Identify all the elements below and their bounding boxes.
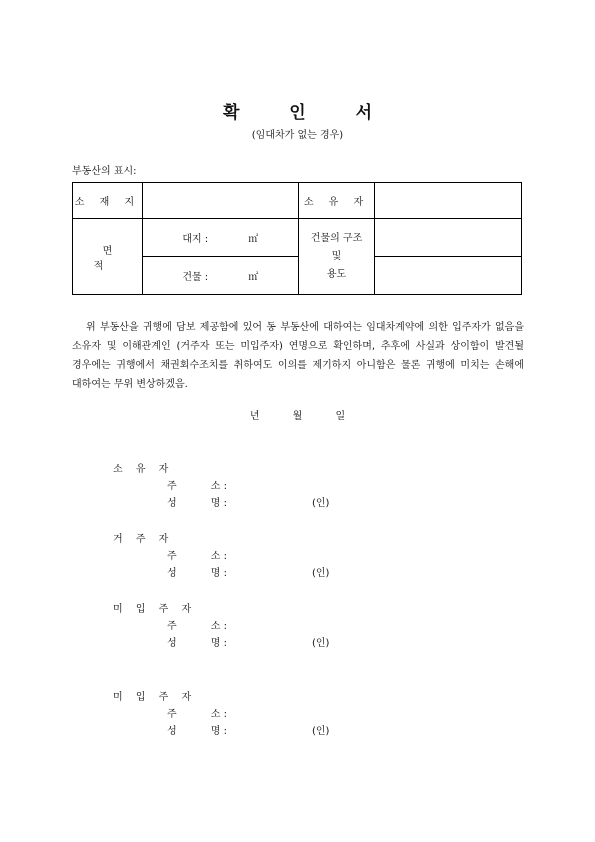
document-subtitle: (임대차가 없는 경우) [251,130,344,141]
address-field[interactable]: 주 소 : [167,709,227,720]
signatory-role: 거 주 자 [113,534,174,545]
building-label: 건물 : [182,272,209,283]
owner-value[interactable] [375,183,522,219]
area-label: 면 적 [73,219,143,295]
structure-value-2[interactable] [375,257,522,295]
land-unit: ㎡ [248,234,259,245]
seal-mark: (인) [312,638,330,649]
structure-value-1[interactable] [375,219,522,257]
address-field[interactable]: 주 소 : [167,481,227,492]
property-table [72,182,522,295]
building-unit: ㎡ [248,272,259,283]
address-field[interactable]: 주 소 : [167,621,227,632]
seal-mark: (인) [312,726,330,737]
land-area-cell[interactable] [142,219,298,257]
document-title: 확 인 서 [222,103,395,123]
name-field[interactable]: 성 명 : [167,638,227,649]
name-field[interactable]: 성 명 : [167,498,227,509]
signatory-role: 미 입 주 자 [113,692,197,703]
confirmation-paragraph: 위 부동산을 귀행에 담보 제공함에 있어 동 부동산에 대하여는 임대차계약에 의한 입주자가 없음을 소유자 및 이해관계인 (거주자 또는 미입주자) 연명으로 확인하며, 추후에 사실과 상이함이 발견될 경우에는 귀행에서 채권회수조치를 취하여도 이의를 제기하지 아니함은 물론 귀행에 미치는 손해에 대하여는 무위 변상하겠음. [72,322,524,390]
seal-mark: (인) [312,568,330,579]
property-label: 부동산의 표시: [72,166,137,177]
owner-label: 소 유 자 [298,183,375,219]
date-line: 년 월 일 [249,411,346,422]
structure-label: 건물의 구조 및 용도 [298,219,375,295]
name-field[interactable]: 성 명 : [167,726,227,737]
signatory-role: 소 유 자 [113,464,174,475]
location-value[interactable] [142,183,298,219]
land-label: 대지 : [182,234,209,245]
location-label: 소 재 지 [73,183,143,219]
address-field[interactable]: 주 소 : [167,551,227,562]
building-area-cell[interactable] [142,257,298,295]
signatory-role: 미 입 주 자 [113,604,197,615]
name-field[interactable]: 성 명 : [167,568,227,579]
seal-mark: (인) [312,498,330,509]
